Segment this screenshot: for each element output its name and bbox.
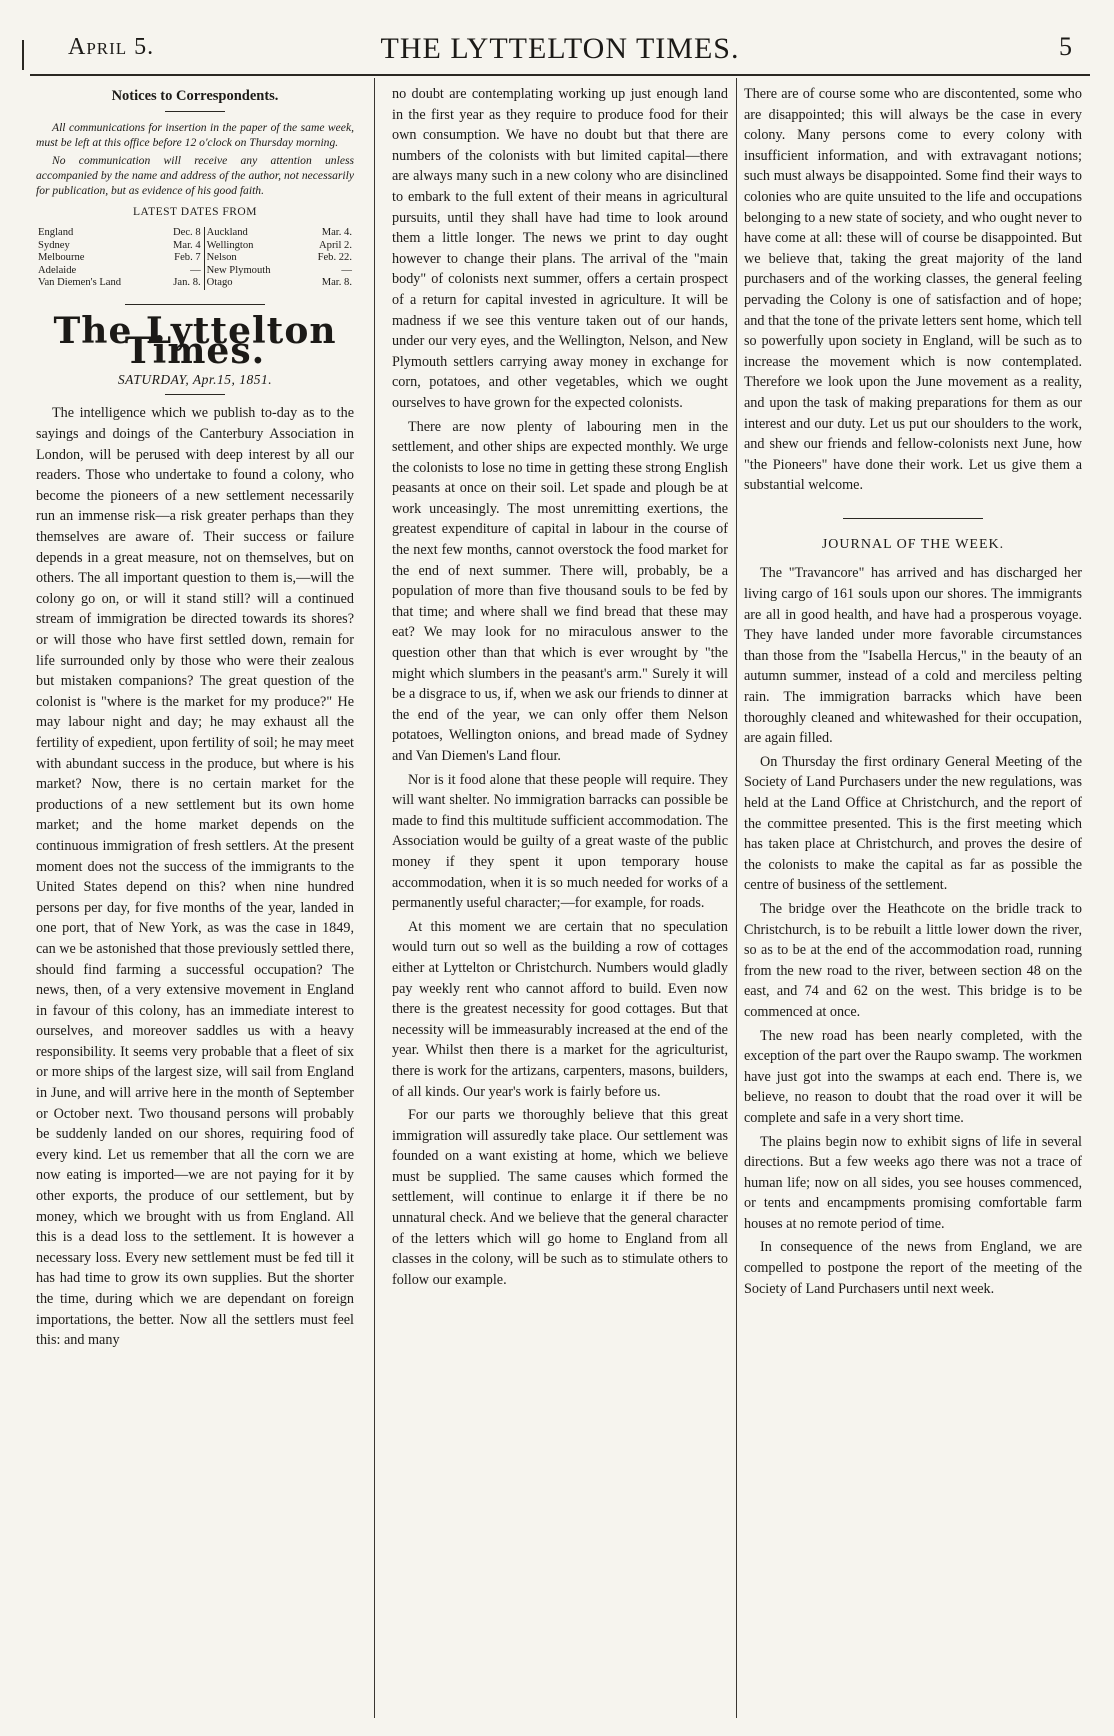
article-paragraph: The plains begin now to exhibit signs of life in several directions. But a few weeks ago there was not a trace of human life; now on all sides, you see houses commenced, or tents and encampments promising comfortable farm houses at no remote period of time. — [744, 1133, 1082, 1232]
newspaper-title: THE LYTTELTON TIMES. — [380, 32, 740, 65]
latest-dates-heading: LATEST DATES FROM — [133, 205, 257, 218]
date: Dec. 8 — [173, 227, 201, 239]
table-row — [36, 227, 354, 240]
date: Mar. 4 — [172, 239, 201, 251]
issue-date: April 5. — [68, 34, 155, 60]
page-number: 5 — [1059, 32, 1072, 61]
article-paragraph: At this moment we are certain that no speculation would turn out so well as the building a row of cottages either at Lyttelton or Christchurch. Numbers would gladly pay weekly rent who cannot afford to build. Even now there is the greatest necessity for good cottages. But that necessity will be immeasurably increased at the end of the year. Whilst then there is a market for the agriculturist, there is work for the artizans, carpenters, masons, builders, of all kinds. Our year's work is fairly before us. — [392, 918, 728, 1100]
masthead: The Lyttelton Times. — [53, 309, 337, 373]
article-paragraph: no doubt are contemplating working up just enough land in the first year as they require to produce food for their own consumption. We have no doubt but that there are numbers of the colonists with but limited capital—there are always many such in a new colony who are disinclined to embark to the full extent of their means in agricultural pursuits, until they shall have had time to look around them a little longer. The news we print to day ought however to change their plans. The arrival of the "main body" of colonists next summer, offers a certain prospect of a return for capital invested in agriculture. It will be madness if we see this venture taken out of our hands, under our very eyes, and the Wellington, Nelson, and New Plymouth settlers carrying away money in exchange for corn, potatoes, and other vegetables, which we ought ourselves to have grown for the expected colonists. — [392, 86, 728, 411]
table-row — [36, 240, 354, 253]
table-row — [36, 265, 354, 278]
divider — [165, 394, 225, 395]
table-row — [36, 252, 354, 265]
divider — [843, 518, 983, 519]
notice-text: No communication will receive any attention unless accompanied by the name and address of the author, not necessarily for publication, but as evidence of his good faith. — [36, 153, 354, 197]
notices-heading: Notices to Correspondents. — [111, 88, 279, 104]
latest-dates-table — [36, 227, 354, 290]
divider — [125, 304, 265, 305]
date: Mar. 4. — [321, 227, 352, 239]
divider — [165, 111, 225, 112]
article-paragraph: On Thursday the first ordinary General Meeting of the Society of Land Purchasers under the new regulations, was held at the Land Office at Christchurch, and the report of the committee presented. This is the first meeting which has taken place at Christchurch, and proves the desire of the colonists to make the capital as far as possible the centre of business of the settlement. — [744, 753, 1082, 894]
place: Wellington — [206, 239, 254, 251]
date: Mar. 8. — [321, 277, 352, 289]
place: Melbourne — [38, 252, 85, 264]
date: — — [190, 264, 201, 276]
date: Jan. 8. — [173, 277, 201, 289]
place: England — [38, 227, 74, 239]
page-header — [30, 30, 1090, 76]
place: New Plymouth — [206, 264, 271, 276]
column-2 — [392, 84, 728, 1293]
article-paragraph: For our parts we thoroughly believe that this great immigration will assuredly take place. Our settlement was founded on a want existing at home, which we believe must be supplied. The same causes which formed the settlement, will continue to enlarge it if there be no unnatural check. And we believe that the general character of the letters which will go home to England from all classes in the colony, will be such as to stimulate others to follow our example. — [392, 1107, 728, 1288]
column-1 — [36, 84, 354, 1354]
notice-text: All communications for insertion in the paper of the same week, must be left at this office before 12 o'clock on Thursday morning. — [36, 120, 354, 149]
date: Feb. 7 — [174, 252, 201, 264]
article-paragraph: In consequence of the news from England, we are compelled to postpone the report of the meeting of the Society of Land Purchasers until next week. — [744, 1239, 1082, 1297]
date: — — [341, 264, 352, 276]
table-row — [36, 277, 354, 290]
article-paragraph: The "Travancore" has arrived and has discharged her living cargo of 161 souls upon our shores. The immigrants are all in good health, and have had a prosperous voyage. They have landed under more favorable circumstances than those from the "Isabella Hercus," in the beauty of an autumn summer, instead of a cold and merciless pelting rain. The immigration barracks which have been thoroughly cleaned and whitewashed for their occupation, are again filled. — [744, 565, 1082, 747]
column-rule — [736, 78, 737, 1718]
dateline: SATURDAY, Apr.15, 1851. — [117, 371, 273, 387]
article-paragraph: Nor is it food alone that these people will require. They will want shelter. No immigration barracks can possible be made to find this multitude sufficient accommodation. The Association would be guilty of a great waste of the public money if they spent it upon temporary house accommodation, when it is so much needed for works of a permanently useful character;—for example, for roads. — [392, 771, 728, 912]
place: Otago — [206, 277, 233, 289]
column-3 — [744, 84, 1082, 1302]
article-paragraph: The new road has been nearly completed, with the exception of the part over the Raupo swamp. The workmen have just got into the swamps at each end. There is, we believe, no reason to doubt that the road over it will be complete and safe in a very short time. — [744, 1027, 1082, 1126]
place: Auckland — [206, 227, 248, 239]
article-paragraph: The intelligence which we publish to-day as to the sayings and doings of the Canterbury Association in London, will be perused with deep interest by all our readers. Those who undertake to found a colony, who become the pioneers of a new settlement necessarily run an immense risk—a risk greater perhaps than they themselves are aware of. Their success or failure depends in a great measure, not on themselves, but on others. The all important question to them is,—will the colony go on, or will it stand still? will a continued stream of immigration be directed towards its shores? or will those who have first settled down, remain for life surrounded only by those who were their zealous but mistaken companions? The great question of the colonist is "where is the market for my produce?" He may labour night and day; he may exhaust all the fertility of expedient, upon fertility of soil; he may meet with abundant success in the produce, but where is his market? Now, there is no certain market for the productions of a new settlement but its own home market; and the home market depends on the continuous immigration of fresh settlers. At the present moment does not the success of the immigrants to the United States depend on this? when nine hundred persons per day, for five months of the year, landed in one port, that of New York, as was the case in 1849, can we be astonished that those previously settled there, should find farming a successful occupation? The news, then, of a very extensive movement in England in favour of this colony, has an immediate interest to ourselves, and moreover saddles us with a heavy responsibility. It seems very probable that a fleet of six or more ships of the largest size, will sail from England in June, and will arrive here in the month of September or October next. Two thousand persons will probably be suddenly landed on our shores, requiring food of every kind. Let us remember that all the corn we are now eating is imported—we are not paying for it by other exports, the produce of our settlement, but by money, which we brought with us from England. All this is a dead loss to the settlement. It is however a necessary loss. Every new settlement must be fed till it has had time to grow its own supplies. But the shorter the time, during which we are dependant on foreign importations, the better. Now all the settlers must feel this: and many — [36, 405, 354, 1349]
date: Feb. 22. — [317, 252, 352, 264]
place: Adelaide — [38, 264, 77, 276]
place: Nelson — [206, 252, 237, 264]
place: Van Diemen's Land — [38, 277, 122, 289]
article-paragraph: The bridge over the Heathcote on the bridle track to Christchurch, is to be rebuilt a little lower down the river, so as to be at the end of the accommodation road, running from the new road to the river, between section 48 on the east, and 74 and 62 on the west. This bridge is to be commenced at once. — [744, 900, 1082, 1020]
journal-heading: JOURNAL OF THE WEEK. — [821, 536, 1005, 552]
place: Sydney — [38, 239, 70, 251]
date: April 2. — [319, 239, 352, 251]
margin-mark — [22, 40, 24, 70]
article-paragraph: There are of course some who are discontented, some who are disappointed; this will always be the case in every colony. Many persons come to every colony with insufficient information, and with extravagant notions; such must always be disappointed. Some find their ways to colonies who are quite unsuited to the life and occupations belonging to a new state of society, and who ought never to have come at all: these will of course be disappointed. But we believe that, taking the great majority of the land purchasers and of the working classes, the general feeling pervading the Colony is one of satisfaction and of hope; and that the tone of the private letters sent home, which tell so powerfully upon society in England, will be such as to increase the movement which is now contemplated. Therefore we look upon the June movement as a reality, and upon the task of making preparations for them as our interest and our duty. Let us put our shoulders to the work, and shew our friends and fellow-colonists next June, how "the Pioneers" have done their work. Let us give them a substantial welcome. — [744, 86, 1082, 494]
article-paragraph: There are now plenty of labouring men in the settlement, and other ships are expected monthly. We urge the colonists to lose no time in getting these strong English peasants at once on their soil. Let spade and plough be at work unceasingly. The most unremitting exertions, the greatest expenditure of capital in labour in the course of the next few months, cannot overstock the food market for the end of next summer. There will, probably, be a population of more than five thousand souls to be fed by that time; and where shall we find bread that these may eat? We may look for no miraculous answer to the question other than that which is ever wrought by "the might which slumbers in the peasant's arm." Surely it will be a disgrace to us, if, when we ask our friends to dinner at the end of the year, we can only offer them Nelson potatoes, Wellington onions, and bread made of Sydney and Van Diemen's Land flour. — [392, 418, 728, 764]
column-rule — [374, 78, 375, 1718]
